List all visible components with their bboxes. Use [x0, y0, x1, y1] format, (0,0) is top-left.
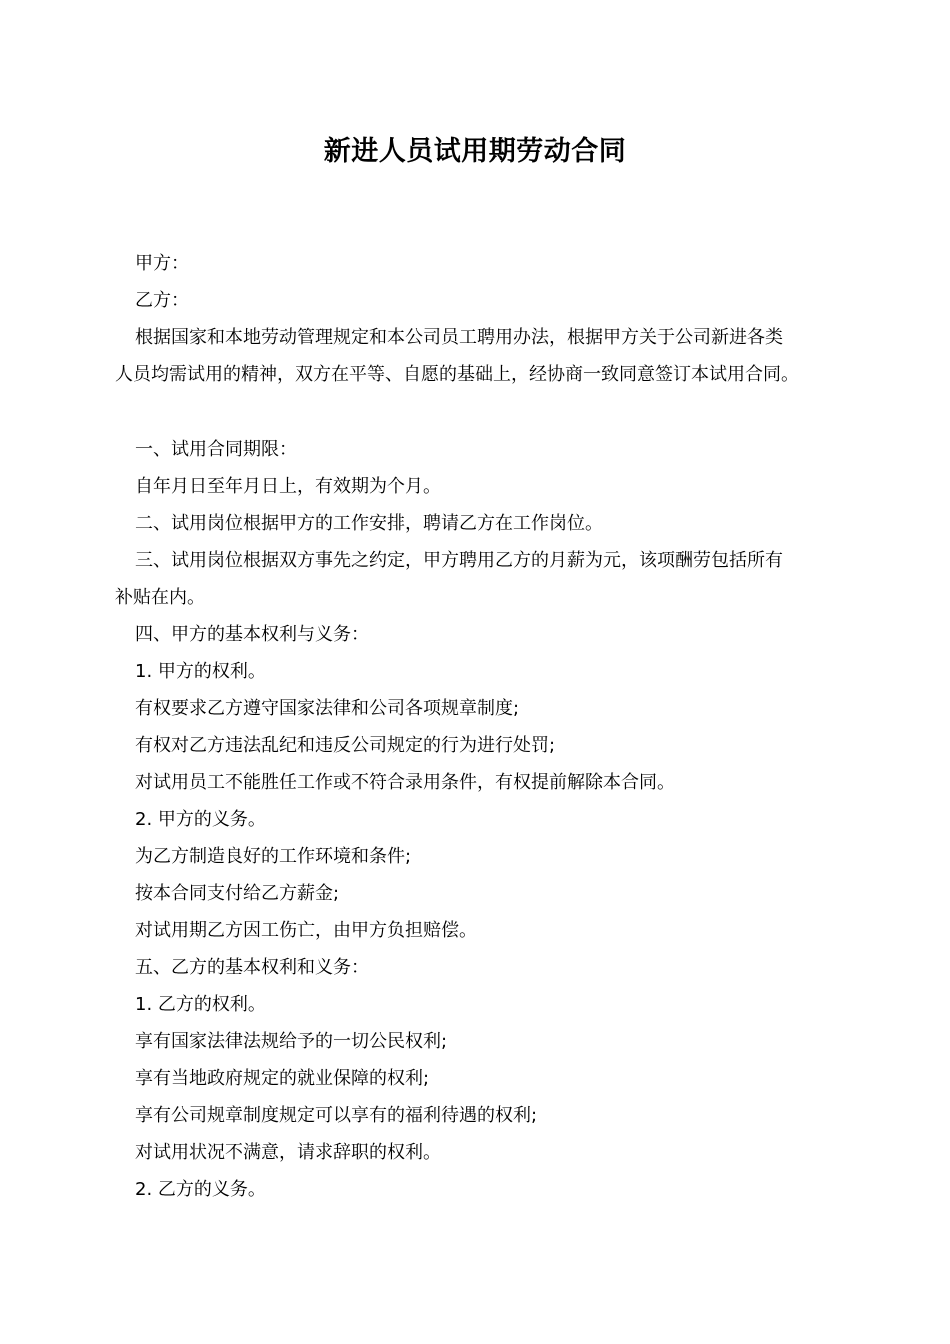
preamble-line-1: 根据国家和本地劳动管理规定和本公司员工聘用办法，根据甲方关于公司新进各类 [135, 327, 783, 348]
clause-item: 有权对乙方违法乱纪和违反公司规定的行为进行处罚; [135, 735, 556, 756]
clause-heading-2: 二、试用岗位根据甲方的工作安排，聘请乙方在工作岗位。 [135, 513, 603, 534]
clause-item: 有权要求乙方遵守国家法律和公司各项规章制度; [135, 698, 520, 719]
sub-clause-heading: 1. 甲方的权利。 [135, 661, 266, 682]
party-b-line: 乙方： [135, 290, 189, 311]
clause-item: 对试用状况不满意，请求辞职的权利。 [135, 1142, 441, 1163]
document-body [115, 245, 845, 1208]
sub-clause-heading: 2. 乙方的义务。 [135, 1179, 266, 1200]
clause-heading-5: 五、乙方的基本权利和义务： [135, 957, 369, 978]
sub-clause-heading: 2. 甲方的义务。 [135, 809, 266, 830]
clause-item: 按本合同支付给乙方薪金; [135, 883, 340, 904]
clause-text: 自年月日至年月日上，有效期为个月。 [135, 476, 441, 497]
document-title: 新进人员试用期劳动合同 [323, 136, 627, 167]
clause-continuation: 补贴在内。 [115, 587, 205, 608]
clause-heading-4: 四、甲方的基本权利与义务： [135, 624, 369, 645]
clause-heading-3: 三、试用岗位根据双方事先之约定，甲方聘用乙方的月薪为元，该项酬劳包括所有 [135, 550, 783, 571]
clause-item: 享有国家法律法规给予的一切公民权利; [135, 1031, 448, 1052]
clause-item: 享有公司规章制度规定可以享有的福利待遇的权利; [135, 1105, 538, 1126]
clause-item: 对试用员工不能胜任工作或不符合录用条件，有权提前解除本合同。 [135, 772, 675, 793]
clause-heading-1: 一、试用合同期限： [135, 439, 297, 460]
clause-item: 享有当地政府规定的就业保障的权利; [135, 1068, 430, 1089]
party-a-line: 甲方： [135, 253, 189, 274]
preamble-line-2: 人员均需试用的精神，双方在平等、自愿的基础上，经协商一致同意签订本试用合同。 [115, 364, 799, 385]
clause-item: 对试用期乙方因工伤亡，由甲方负担赔偿。 [135, 920, 477, 941]
clause-item: 为乙方制造良好的工作环境和条件; [135, 846, 412, 867]
paragraph-spacer [115, 393, 845, 431]
sub-clause-heading: 1. 乙方的权利。 [135, 994, 266, 1015]
